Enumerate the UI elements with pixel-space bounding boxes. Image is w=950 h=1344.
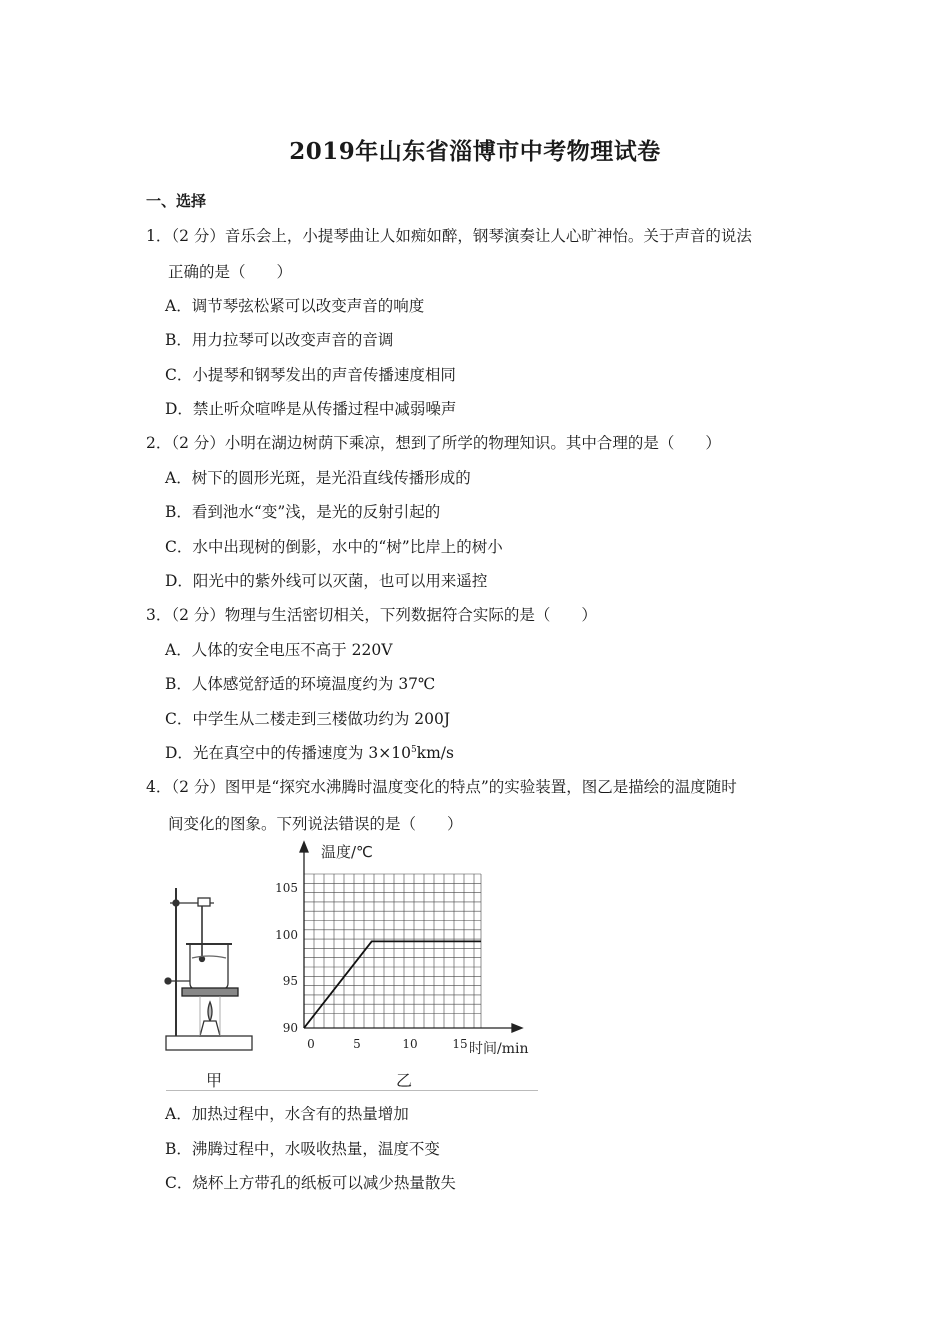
question-2-option-d: D．阳光中的紫外线可以灭菌，也可以用来遥控 bbox=[165, 572, 488, 590]
x-axis-arrow-icon bbox=[512, 1024, 522, 1032]
chart-grid-vertical bbox=[314, 874, 474, 1028]
figure-label-right: 乙 bbox=[395, 1071, 413, 1090]
question-1-option-b: B．用力拉琴可以改变声音的音调 bbox=[165, 331, 394, 349]
y-tick-label: 100 bbox=[275, 928, 298, 942]
thermometer-bulb bbox=[200, 957, 205, 962]
question-3-option-a: A．人体的安全电压不高于 220V bbox=[165, 641, 393, 659]
question-1-option-c: C．小提琴和钢琴发出的声音传播速度相同 bbox=[165, 366, 456, 384]
boiling-apparatus-illustration bbox=[165, 888, 252, 1050]
x-tick-label: 10 bbox=[402, 1037, 418, 1051]
paper-title: 2019年山东省淄博市中考物理试卷 bbox=[289, 138, 661, 165]
question-1-stem: 1．（2 分）音乐会上，小提琴曲让人如痴如醉，钢琴演奏让人心旷神怡。关于声音的说法 bbox=[146, 227, 752, 245]
question-3-option-d-text: D．光在真空中的传播速度为 3×10 bbox=[165, 744, 411, 762]
question-4-option-a: A．加热过程中，水含有的热量增加 bbox=[165, 1105, 409, 1123]
x-tick-label: 0 bbox=[307, 1037, 315, 1051]
x-tick-label: 15 bbox=[452, 1037, 468, 1051]
x-tick-label: 5 bbox=[353, 1037, 361, 1051]
question-4-figure bbox=[160, 838, 545, 1094]
question-2-stem: 2．（2 分）小明在湖边树荫下乘凉，想到了所学的物理知识。其中合理的是（ ） bbox=[146, 434, 721, 452]
question-3-option-d bbox=[165, 741, 454, 763]
question-4-stem-cont: 间变化的图象。下列说法错误的是（ ） bbox=[168, 815, 463, 833]
x-axis-label: 时间/min bbox=[469, 1041, 529, 1057]
wire-gauze bbox=[182, 988, 238, 996]
section-heading: 一、选择 bbox=[146, 192, 207, 210]
alcohol-lamp bbox=[200, 1021, 220, 1036]
apparatus-base bbox=[166, 1036, 252, 1050]
y-axis-arrow-icon bbox=[300, 842, 308, 852]
figure-label-left: 甲 bbox=[205, 1071, 223, 1090]
question-1-option-a: A．调节琴弦松紧可以改变声音的响度 bbox=[165, 297, 425, 315]
y-tick-label: 95 bbox=[282, 974, 298, 988]
lamp-flame bbox=[208, 1002, 212, 1021]
y-tick-label: 90 bbox=[282, 1021, 298, 1035]
chart-axes bbox=[300, 842, 522, 1032]
chart-grid-horizontal bbox=[304, 874, 481, 1028]
question-2-option-a: A．树下的圆形光斑，是光沿直线传播形成的 bbox=[165, 469, 471, 487]
question-3-option-c: C．中学生从二楼走到三楼做功约为 200J bbox=[165, 710, 451, 728]
temperature-series-line bbox=[304, 941, 481, 1028]
y-axis-label: 温度/℃ bbox=[321, 843, 373, 861]
apparatus-clamp-knob bbox=[173, 900, 179, 906]
figure-svg bbox=[160, 838, 545, 1094]
question-4-option-c: C．烧杯上方带孔的纸板可以减少热量散失 bbox=[165, 1174, 456, 1192]
beaker bbox=[190, 944, 228, 989]
thermometer-holder bbox=[198, 898, 210, 906]
question-2-option-b: B．看到池水“变”浅，是光的反射引起的 bbox=[165, 503, 441, 521]
question-3-option-b: B．人体感觉舒适的环境温度约为 37℃ bbox=[165, 675, 436, 693]
water-surface bbox=[192, 956, 226, 958]
question-2-option-c: C．水中出现树的倒影，水中的“树”比岸上的树小 bbox=[165, 538, 503, 556]
question-3-option-d-unit: km/s bbox=[416, 744, 454, 762]
question-3-option-d-exponent: 5 bbox=[410, 744, 417, 755]
question-3-stem: 3．（2 分）物理与生活密切相关，下列数据符合实际的是（ ） bbox=[146, 606, 597, 624]
y-tick-label: 105 bbox=[275, 881, 298, 895]
question-4-stem: 4．（2 分）图甲是“探究水沸腾时温度变化的特点”的实验装置，图乙是描绘的温度随时 bbox=[146, 778, 737, 796]
question-1-stem-cont: 正确的是（ ） bbox=[168, 263, 293, 281]
question-1-option-d: D．禁止听众喧哗是从传播过程中减弱噪声 bbox=[165, 400, 457, 418]
question-4-option-b: B．沸腾过程中，水吸收热量，温度不变 bbox=[165, 1140, 440, 1158]
figure-bottom-rule bbox=[166, 1090, 538, 1091]
